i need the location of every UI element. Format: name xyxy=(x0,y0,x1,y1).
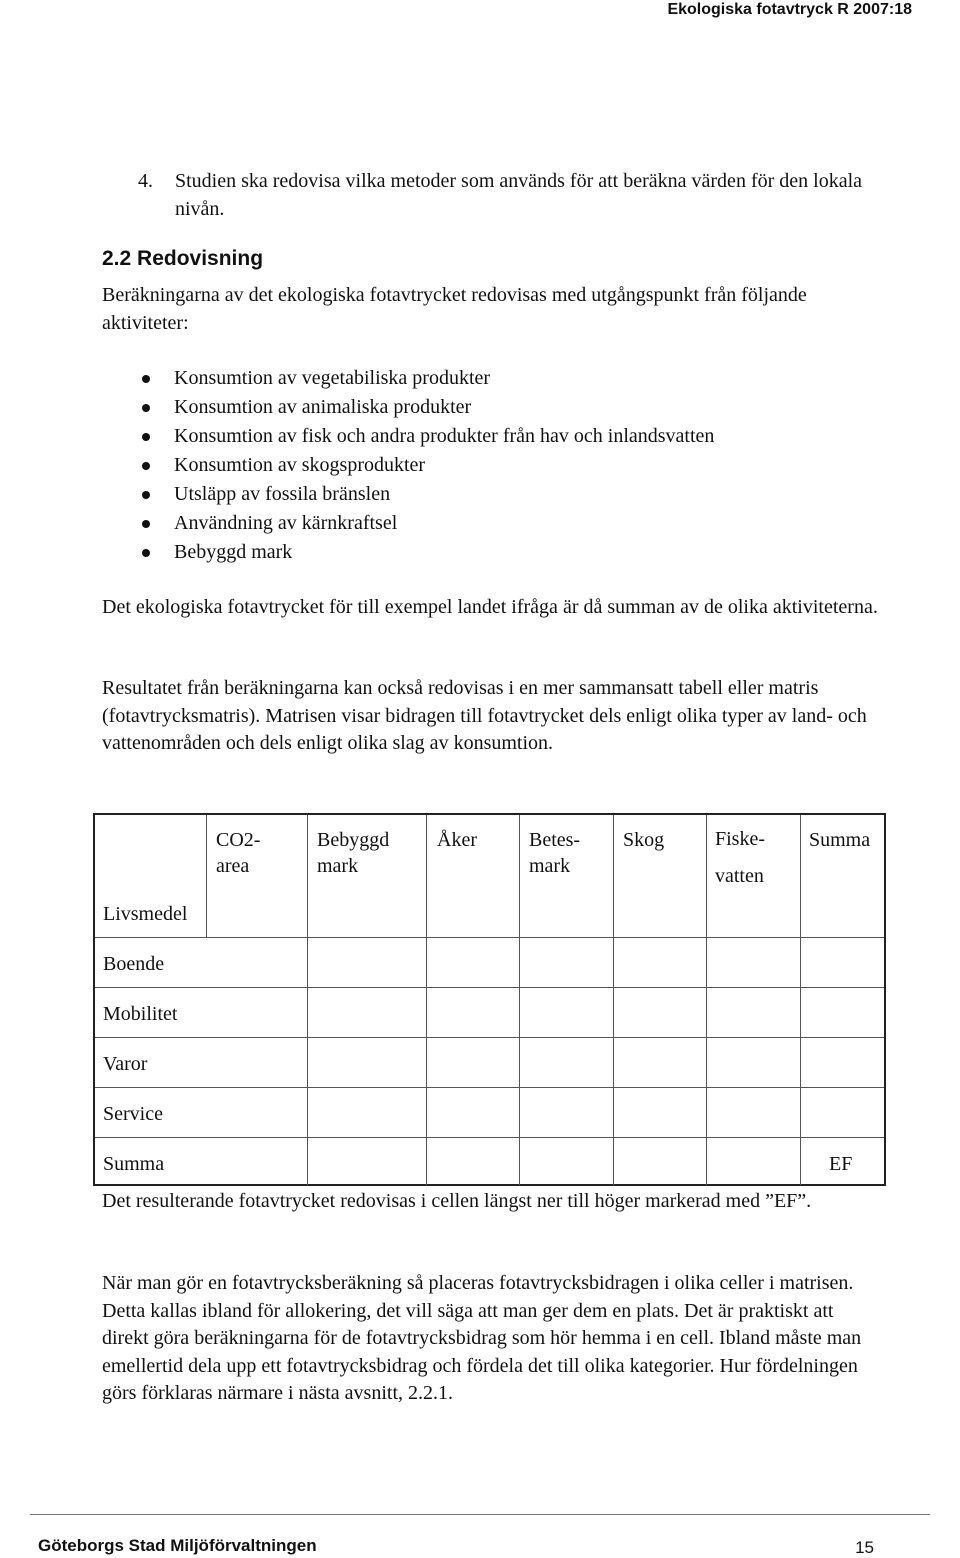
grid-line xyxy=(95,1037,884,1038)
list-item: Konsumtion av animaliska produkter xyxy=(138,393,714,422)
running-header: Ekologiska fotavtryck R 2007:18 xyxy=(667,1,912,18)
row-header: Varor xyxy=(103,1053,148,1075)
paragraph-allocation: När man gör en fotavtrycksberäkning så placeras fotavtrycksbidragen i olika celler i matrisen. Detta kallas ibland för allokering, det vill säga att man ger dem en plats. Det är praktiskt att direkt göra beräkningarna för de fotavtrycksbidrag som hör hemma i en cell. Ibland måste man emellertid dela upp ett fotavtrycksbidrag och fördela det till olika kategorier. Hur fördelningen görs förklaras närmare i nästa avsnitt, 2.2.1. xyxy=(102,1272,862,1404)
list-item: Bebyggd mark xyxy=(138,538,714,567)
grid-line xyxy=(95,937,884,938)
list-item: Konsumtion av skogsprodukter xyxy=(138,451,714,480)
bullet-icon xyxy=(142,404,150,412)
list-item: Användning av kärnkraftsel xyxy=(138,509,714,538)
row-header: Service xyxy=(103,1103,163,1125)
footer-divider xyxy=(30,1514,930,1515)
section-heading: 2.2 Redovisning xyxy=(102,247,264,270)
column-header: CO2- area xyxy=(216,829,261,877)
paragraph-summary: Det ekologiska fotavtrycket för till exempel landet ifråga är då summan av de olika aktiviteterna. xyxy=(102,596,878,618)
list-item: Utsläpp av fossila bränslen xyxy=(138,480,714,509)
grid-line xyxy=(95,1137,884,1138)
intro-paragraph: Beräkningarna av det ekologiska fotavtrycket redovisas med utgångspunkt från följande aktiviteter: xyxy=(102,284,807,334)
column-header: Summa xyxy=(809,829,871,851)
footer-organization: Göteborgs Stad Miljöförvaltningen xyxy=(38,1536,317,1555)
grid-line xyxy=(800,815,801,1185)
page-number: 15 xyxy=(855,1538,874,1557)
column-header: Betes- mark xyxy=(529,829,581,877)
row-header: Summa xyxy=(103,1153,165,1175)
grid-line xyxy=(206,815,207,937)
paragraph-matrix-intro: Resultatet från beräkningarna kan också redovisas i en mer sammansatt tabell eller matris (fotavtrycksmatris). Matrisen visar bidragen till fotavtrycket dels enligt olika typer av land- och vattenområden och dels enligt olika slag av konsumtion. xyxy=(102,677,867,754)
item-number: 4. xyxy=(138,170,153,192)
row-header: Mobilitet xyxy=(103,1003,178,1025)
bullet-icon xyxy=(142,433,150,441)
bullet-icon xyxy=(142,462,150,470)
item-text: Studien ska redovisa vilka metoder som används för att beräkna värden för den lokala nivån. xyxy=(175,170,863,220)
numbered-item xyxy=(138,168,878,223)
result-cell-ef: EF xyxy=(829,1153,853,1175)
column-header: Åker xyxy=(437,829,477,851)
grid-line xyxy=(706,815,707,1185)
column-header: Skog xyxy=(623,829,665,851)
grid-line xyxy=(519,815,520,1185)
row-header: Livsmedel xyxy=(103,903,188,925)
grid-line xyxy=(613,815,614,1185)
bullet-icon xyxy=(142,549,150,557)
bullet-icon xyxy=(142,375,150,383)
activity-list xyxy=(138,364,714,567)
footprint-matrix xyxy=(93,813,886,1186)
row-header: Boende xyxy=(103,953,165,975)
grid-line xyxy=(426,815,427,1185)
bullet-icon xyxy=(142,491,150,499)
grid-line xyxy=(307,815,308,1185)
paragraph-ef-note: Det resulterande fotavtrycket redovisas i cellen längst ner till höger markerad med ”EF”. xyxy=(102,1190,812,1212)
grid-line xyxy=(95,987,884,988)
list-item: Konsumtion av vegetabiliska produkter xyxy=(138,364,714,393)
column-header: Bebyggd mark xyxy=(317,829,390,877)
column-header: Fiske- vatten xyxy=(715,828,765,887)
grid-line xyxy=(95,1087,884,1088)
bullet-icon xyxy=(142,520,150,528)
list-item: Konsumtion av fisk och andra produkter från hav och inlandsvatten xyxy=(138,422,714,451)
